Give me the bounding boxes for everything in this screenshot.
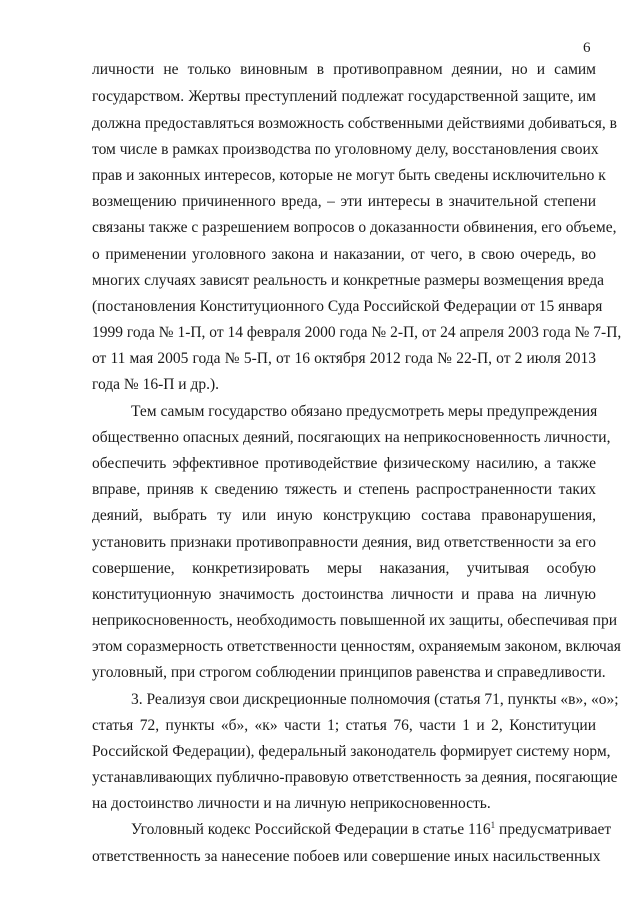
text-line: государством. Жертвы преступлений подлежат государственной защите, им <box>92 88 596 105</box>
text-line: деяний, выбрать ту или иную конструкцию состава правонарушения, <box>92 507 596 524</box>
text-line: общественно опасных деяний, посягающих на неприкосновенность личности, <box>92 429 611 446</box>
text-line: конституционную значимость достоинства личности и права на личную <box>92 586 596 603</box>
text-line: уголовный, при строгом соблюдении принципов равенства и справедливости. <box>92 664 606 681</box>
text-line: устанавливающих публично-правовую ответственность за деяния, посягающие <box>92 769 618 786</box>
text-line: статья 72, пункты «б», «к» части 1; статья 76, части 1 и 2, Конституции <box>92 717 596 734</box>
text-span: предусматривает <box>495 821 612 838</box>
text-line: обеспечить эффективное противодействие физическому насилию, а также <box>92 455 596 472</box>
text-line: прав и законных интересов, которые не могут быть сведены исключительно к <box>92 167 606 184</box>
text-line: связаны также с разрешением вопросов о доказанности обвинения, его объеме, <box>92 219 617 236</box>
text-line: (постановления Конституционного Суда Российской Федерации от 15 января <box>92 298 603 315</box>
text-line: ответственность за нанесение побоев или совершение иных насильственных <box>92 848 601 865</box>
text-line: том числе в рамках производства по уголовному делу, восстановления своих <box>92 141 599 158</box>
text-line: личности не только виновным в противоправном деянии, но и самим <box>92 61 596 78</box>
text-line: Российской Федерации), федеральный законодатель формирует систему норм, <box>92 743 611 760</box>
text-line: на достоинство личности и на личную неприкосновенность. <box>92 795 491 812</box>
text-line: многих случаях зависят реальность и конкретные размеры возмещения вреда <box>92 272 604 289</box>
text-line: возмещению причиненного вреда, – эти интересы в значительной степени <box>92 193 596 210</box>
paragraph-first-line: Тем самым государство обязано предусмотреть меры предупреждения <box>131 403 598 420</box>
superscript: 1 <box>490 820 496 830</box>
text-line: вправе, приняв к сведению тяжесть и степень распространенности таких <box>92 481 596 498</box>
text-span: Уголовный кодекс Российской Федерации в статье 116 <box>131 821 491 838</box>
text-line: этом соразмерность ответственности ценностям, охраняемым законом, включая <box>92 638 621 655</box>
text-line: совершение, конкретизировать меры наказания, учитывая особую <box>92 560 596 577</box>
text-line: неприкосновенность, необходимость повышенной их защиты, обеспечивая при <box>92 612 618 629</box>
text-line: должна предоставляться возможность собственными действиями добиваться, в <box>92 115 617 132</box>
text-line: года № 16-П и др.). <box>92 376 220 393</box>
paragraph-first-line <box>131 820 612 840</box>
text-line: от 11 мая 2005 года № 5-П, от 16 октября 2012 года № 22-П, от 2 июля 2013 <box>92 350 596 367</box>
text-line: установить признаки противоправности деяния, вид ответственности за его <box>92 534 596 551</box>
page-number: 6 <box>583 40 591 56</box>
text-line: о применении уголовного закона и наказании, от чего, в свою очередь, во <box>92 246 596 263</box>
text-line: 1999 года № 1-П, от 14 февраля 2000 года № 2-П, от 24 апреля 2003 года № 7-П, <box>92 324 622 341</box>
paragraph-first-line: 3. Реализуя свои дискреционные полномочия (статья 71, пункты «в», «о»; <box>131 691 619 708</box>
